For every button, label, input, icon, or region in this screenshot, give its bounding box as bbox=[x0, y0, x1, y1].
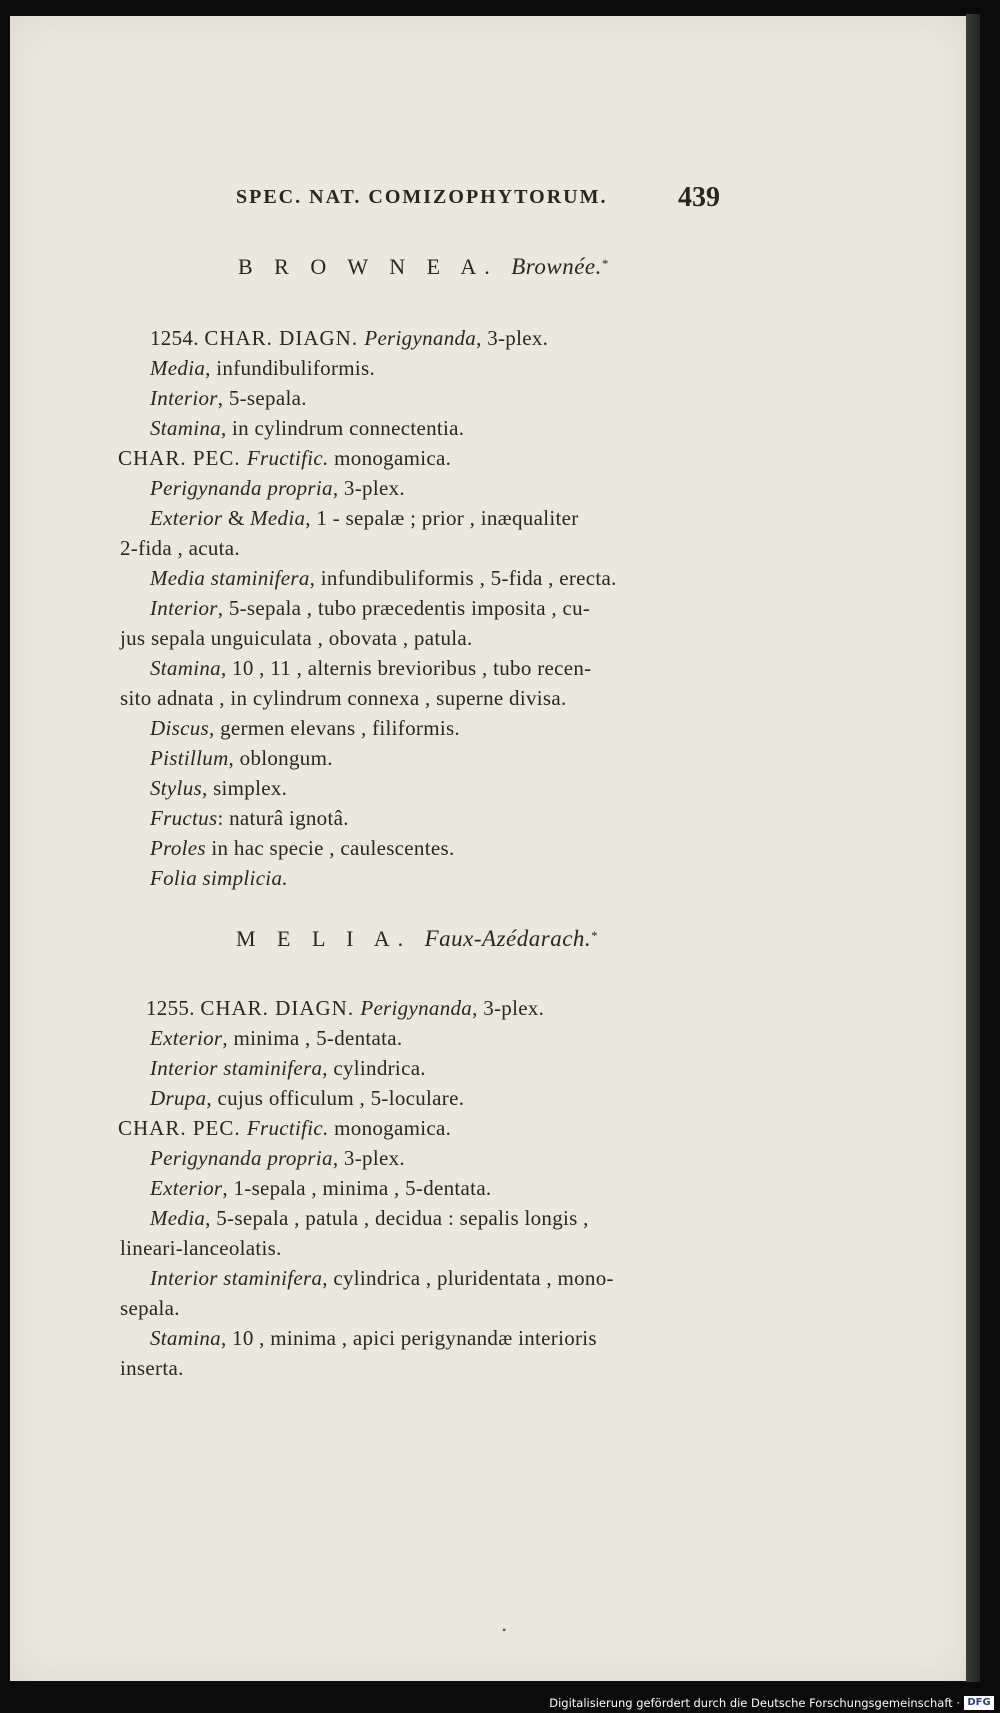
genus-latin: M E L I A. bbox=[236, 926, 412, 951]
page-text bbox=[10, 16, 968, 1681]
text-line: Stylus, simplex. bbox=[150, 776, 288, 800]
text-line: Interior, 5-sepala. bbox=[150, 386, 307, 410]
text-line: 1255. CHAR. DIAGN. Perigynanda, 3-plex. bbox=[146, 996, 545, 1020]
text-line: 1254. CHAR. DIAGN. Perigynanda, 3-plex. bbox=[150, 326, 549, 350]
text-line: Perigynanda propria, 3-plex. bbox=[150, 476, 405, 500]
text-line: Stamina, 10 , 11 , alternis brevioribus , tubo recen- bbox=[150, 656, 592, 680]
genus-french: Faux-Azédarach. bbox=[424, 926, 592, 951]
text-line: jus sepala unguiculata , obovata , patula. bbox=[120, 626, 473, 650]
text-line: Fructus: naturâ ignotâ. bbox=[150, 806, 349, 830]
text-line: Exterior, minima , 5-dentata. bbox=[150, 1026, 403, 1050]
genus-title-melia bbox=[236, 926, 598, 952]
text-line: CHAR. PEC. Fructific. monogamica. bbox=[118, 1116, 452, 1140]
page-number: 439 bbox=[678, 182, 720, 213]
book-edge bbox=[966, 14, 980, 1682]
dfg-logo: DFG bbox=[964, 1696, 994, 1710]
text-line: Proles in hac specie , caulescentes. bbox=[150, 836, 455, 860]
page-speck: • bbox=[502, 1623, 507, 1637]
genus-mark: * bbox=[601, 256, 609, 271]
text-line: Media staminifera, infundibuliformis , 5-fida , erecta. bbox=[150, 566, 617, 590]
text-line: 2-fida , acuta. bbox=[120, 536, 240, 560]
text-line: inserta. bbox=[120, 1356, 184, 1380]
genus-title-brownea bbox=[238, 254, 608, 280]
text-line: Interior, 5-sepala , tubo præcedentis imposita , cu- bbox=[150, 596, 591, 620]
text-line: Perigynanda propria, 3-plex. bbox=[150, 1146, 405, 1170]
text-line: Stamina, 10 , minima , apici perigynandæ interioris bbox=[150, 1326, 597, 1350]
digitization-credit: Digitalisierung gefördert durch die Deutsche Forschungsgemeinschaft · bbox=[549, 1696, 960, 1710]
text-line: Interior staminifera, cylindrica. bbox=[150, 1056, 426, 1080]
text-line: Drupa, cujus officulum , 5-loculare. bbox=[150, 1086, 465, 1110]
book-page bbox=[10, 16, 968, 1681]
text-line: Exterior, 1-sepala , minima , 5-dentata. bbox=[150, 1176, 492, 1200]
genus-latin: B R O W N E A. bbox=[238, 254, 498, 279]
text-line: Exterior & Media, 1 - sepalæ ; prior , inæqualiter bbox=[150, 506, 579, 530]
text-line: Folia simplicia. bbox=[150, 866, 288, 890]
text-line: Stamina, in cylindrum connectentia. bbox=[150, 416, 465, 440]
text-line: Media, infundibuliformis. bbox=[150, 356, 376, 380]
text-line: Pistillum, oblongum. bbox=[150, 746, 333, 770]
text-line: sepala. bbox=[120, 1296, 180, 1320]
text-line: Discus, germen elevans , filiformis. bbox=[150, 716, 460, 740]
text-line: Media, 5-sepala , patula , decidua : sepalis longis , bbox=[150, 1206, 589, 1230]
text-line: CHAR. PEC. Fructific. monogamica. bbox=[118, 446, 452, 470]
genus-mark: * bbox=[591, 928, 598, 943]
genus-french: Brownée. bbox=[511, 254, 602, 279]
running-head: SPEC. NAT. COMIZOPHYTORUM. bbox=[236, 186, 608, 208]
text-line: sito adnata , in cylindrum connexa , superne divisa. bbox=[120, 686, 567, 710]
text-line: lineari-lanceolatis. bbox=[120, 1236, 282, 1260]
text-line: Interior staminifera, cylindrica , pluridentata , mono- bbox=[150, 1266, 614, 1290]
